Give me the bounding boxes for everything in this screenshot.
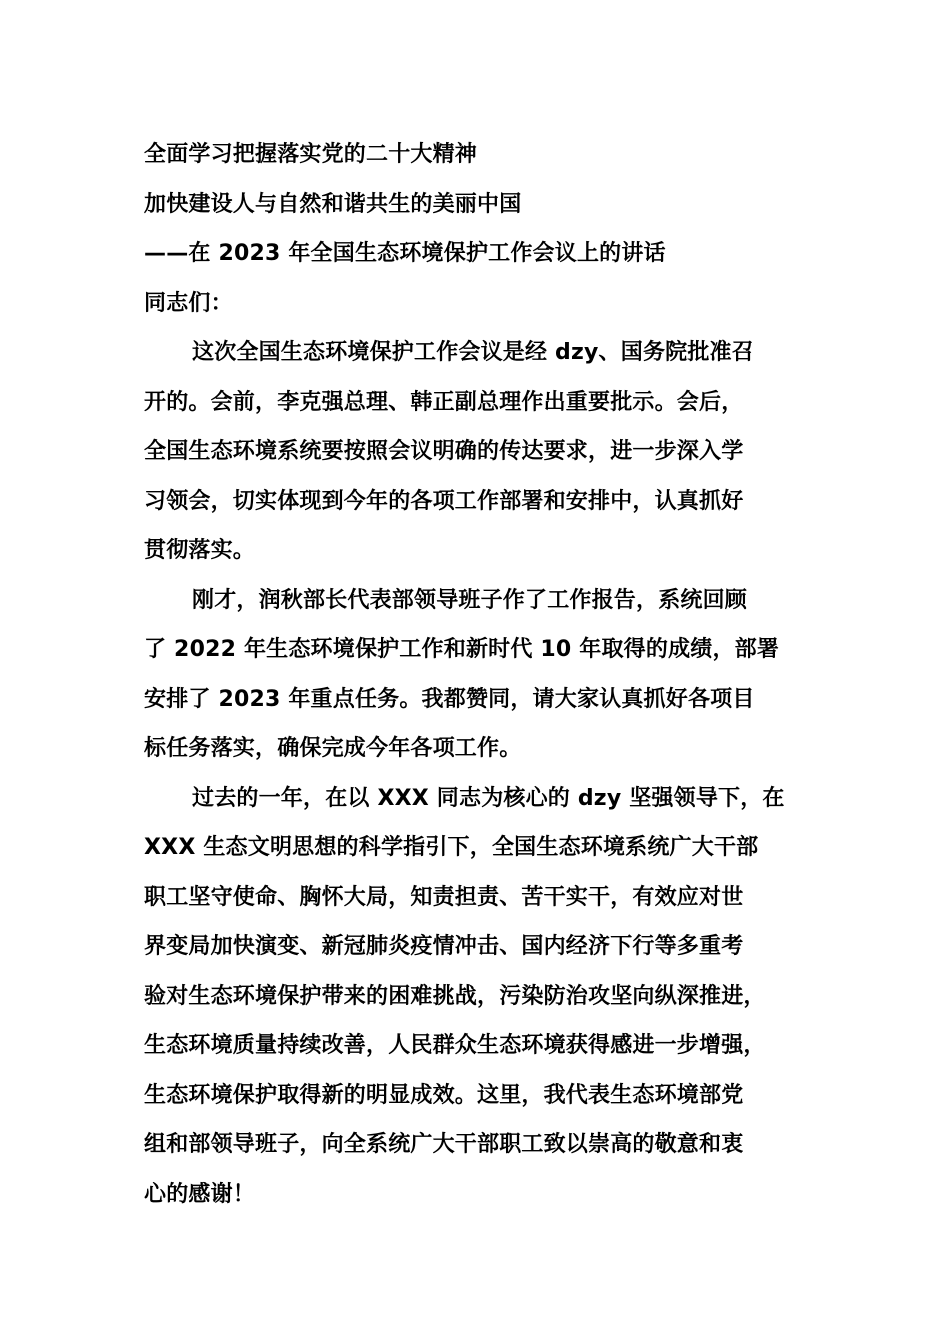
- paragraph-line: 验对生态环境保护带来的困难挑战，污染防治攻坚向纵深推进，: [144, 983, 766, 1009]
- paragraph-line: 刚才，润秋部长代表部领导班子作了工作报告，系统回顾: [192, 587, 748, 613]
- paragraph-3: [144, 774, 824, 1220]
- paragraph-line: 安排了 2023 年重点任务。我都赞同，请大家认真抓好各项目: [144, 686, 755, 712]
- paragraph-line: XXX 生态文明思想的科学指引下，全国生态环境系统广大干部: [144, 835, 759, 860]
- paragraph-line: 心的感谢！: [144, 1181, 256, 1207]
- paragraph-line: 标任务落实，确保完成今年各项工作。: [144, 736, 522, 761]
- paragraph-line: 全国生态环境系统要按照会议明确的传达要求，进一步深入学: [144, 439, 744, 464]
- paragraph-1: [144, 328, 824, 576]
- paragraph-line: 界变局加快演变、新冠肺炎疫情冲击、国内经济下行等多重考: [144, 934, 744, 959]
- title-line-2: 加快建设人与自然和谐共生的美丽中国: [144, 191, 522, 217]
- paragraph-line: 这次全国生态环境保护工作会议是经 dzy、国务院批准召: [192, 340, 754, 365]
- salutation: 同志们：: [144, 290, 233, 316]
- paragraph-line: 职工坚守使命、胸怀大局，知责担责、苦干实干，有效应对世: [144, 884, 744, 910]
- paragraph-line: 贯彻落实。: [144, 538, 256, 563]
- paragraph-line: 习领会，切实体现到今年的各项工作部署和安排中，认真抓好: [144, 488, 744, 514]
- paragraph-line: 生态环境保护取得新的明显成效。这里，我代表生态环境部党: [144, 1082, 744, 1108]
- subtitle: ——在 2023 年全国生态环境保护工作会议上的讲话: [144, 241, 666, 266]
- paragraph-line: 开的。会前，李克强总理、韩正副总理作出重要批示。会后，: [144, 389, 744, 415]
- paragraph-line: 过去的一年，在以 XXX 同志为核心的 dzy 坚强领导下，在: [192, 785, 785, 811]
- document-body: [144, 130, 824, 1219]
- paragraph-2: [144, 576, 824, 774]
- title-line-1: 全面学习把握落实党的二十大精神: [144, 142, 478, 167]
- paragraph-line: 生态环境质量持续改善，人民群众生态环境获得感进一步增强，: [144, 1033, 766, 1058]
- paragraph-line: 组和部领导班子，向全系统广大干部职工致以崇高的敬意和衷: [144, 1132, 744, 1157]
- paragraph-line: 了 2022 年生态环境保护工作和新时代 10 年取得的成绩，部署: [144, 637, 780, 662]
